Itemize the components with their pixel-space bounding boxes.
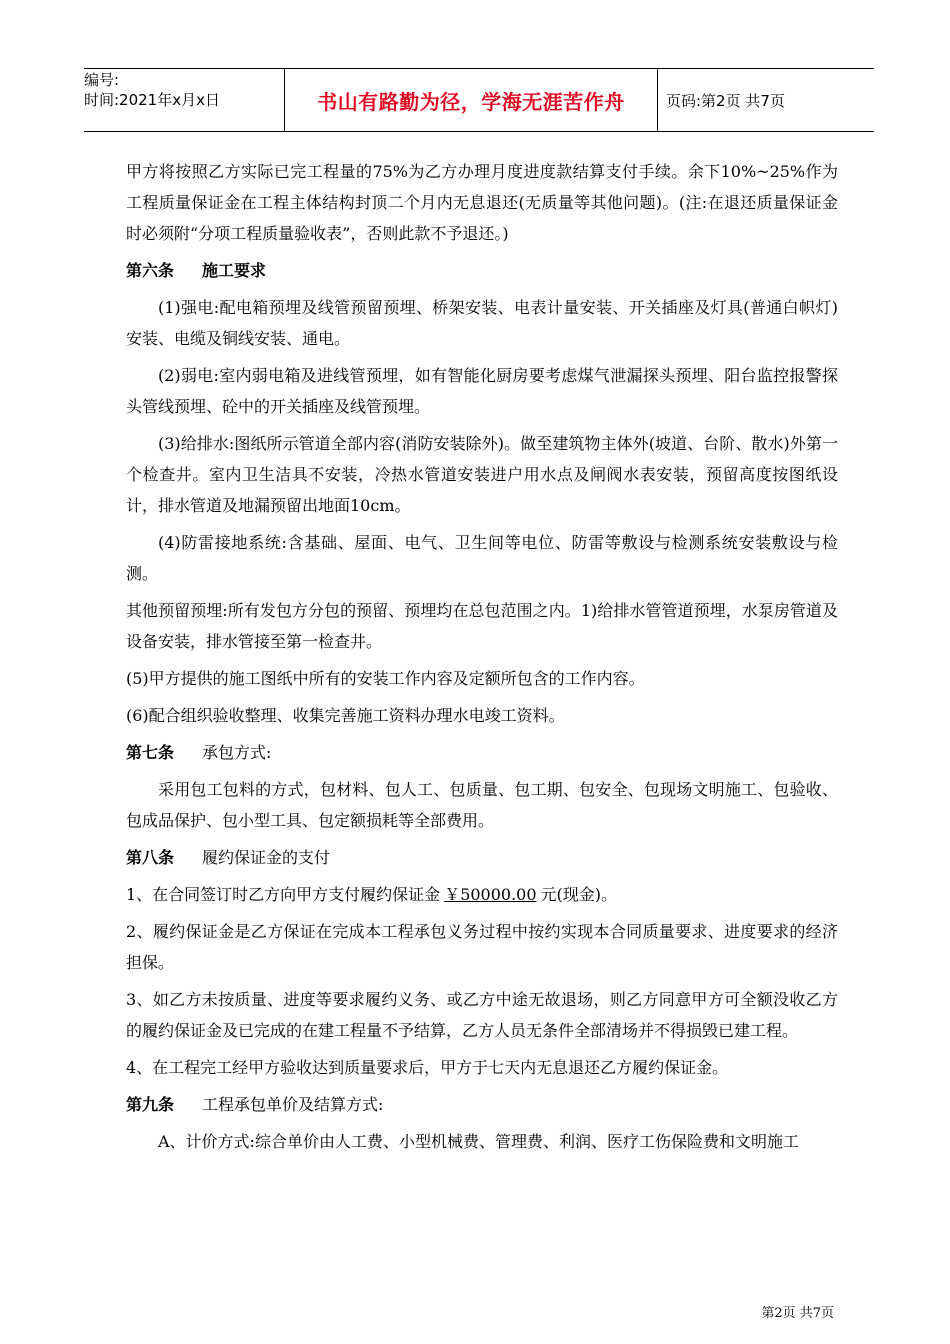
header-number: 编号: (84, 71, 120, 89)
pricing-method: A、计价方式:综合单价由人工费、小型机械费、管理费、利润、医疗工伤保险费和文明施工 (158, 1132, 799, 1151)
article-9-heading (126, 1089, 838, 1120)
paragraph-payment: 甲方将按照乙方实际已完工程量的75%为乙方办理月度进度款结算支付手续。余下10%~25%作为工程质量保证金在工程主体结构封顶二个月内无息退还(无质量等其他问题)。(注:在退还质量保证金时必须附“分项工程质量验收表”，否则此款不予退还。) (126, 162, 838, 243)
deposit-text: 1、在合同签订时乙方向甲方支付履约保证金 (126, 885, 441, 904)
article-title: 施工要求 (202, 261, 267, 280)
page-footer: 第2页 共7页 (761, 1306, 834, 1321)
header-meta (84, 69, 284, 131)
article-number: 第七条 (126, 743, 175, 762)
article-title: 承包方式: (202, 743, 272, 762)
article-number: 第九条 (126, 1095, 175, 1114)
article-6-heading (126, 255, 838, 286)
deposit-amount: ￥50000.00 (444, 885, 537, 904)
article-8-heading (126, 842, 838, 873)
requirement-lightning: (4)防雷接地系统:含基础、屋面、电气、卫生间等电位、防雷等敷设与检测系统安装敷设与检测。 (126, 533, 838, 583)
article-7-heading (126, 737, 838, 768)
requirement-other: 其他预留预埋:所有发包方分包的预留、预埋均在总包范围之内。1)给排水管管道预埋，水泵房管道及设备安装，排水管接至第一检查井。 (126, 601, 838, 651)
article-number: 第六条 (126, 261, 175, 280)
header-time: 时间:2021年x月x日 (84, 91, 220, 109)
document-body (126, 156, 838, 1163)
deposit-item-1 (126, 879, 838, 910)
requirement-strong-power: (1)强电:配电箱预埋及线管预留预埋、桥架安装、电表计量安装、开关插座及灯具(普通白帜灯)安装、电缆及铜线安装、通电。 (126, 298, 838, 348)
deposit-item-3: 3、如乙方未按质量、进度等要求履约义务、或乙方中途无故退场，则乙方同意甲方可全额没收乙方的履约保证金及已完成的在建工程量不予结算，乙方人员无条件全部清场并不得损毁已建工程。 (126, 990, 838, 1040)
deposit-unit: 元(现金)。 (540, 885, 618, 904)
header-page-number: 页码:第2页 共7页 (666, 91, 785, 110)
article-number: 第八条 (126, 848, 175, 867)
requirement-5: (5)甲方提供的施工图纸中所有的安装工作内容及定额所包含的工作内容。 (126, 669, 645, 688)
requirement-6: (6)配合组织验收整理、收集完善施工资料办理水电竣工资料。 (126, 706, 565, 725)
header-motto: 书山有路勤为径，学海无涯苦作舟 (284, 69, 658, 131)
requirement-water: (3)给排水:图纸所示管道全部内容(消防安装除外)。做至建筑物主体外(坡道、台阶、散水)外第一个检查井。室内卫生洁具不安装，冷热水管道安装进户用水点及闸阀水表安装，预留高度按图纸设计，排水管道及地漏预留出地面10cm。 (126, 434, 838, 515)
deposit-item-4: 4、在工程完工经甲方验收达到质量要求后，甲方于七天内无息退还乙方履约保证金。 (126, 1058, 729, 1077)
page-header (84, 68, 874, 132)
contract-method-text: 采用包工包料的方式，包材料、包人工、包质量、包工期、包安全、包现场文明施工、包验收、包成品保护、包小型工具、包定额损耗等全部费用。 (126, 780, 838, 830)
article-title: 工程承包单价及结算方式: (202, 1095, 384, 1114)
deposit-item-2: 2、履约保证金是乙方保证在完成本工程承包义务过程中按约实现本合同质量要求、进度要求的经济担保。 (126, 922, 838, 972)
article-title: 履约保证金的支付 (202, 848, 331, 867)
requirement-weak-power: (2)弱电:室内弱电箱及进线管预埋，如有智能化厨房要考虑煤气泄漏探头预埋、阳台监控报警探头管线预埋、砼中的开关插座及线管预埋。 (126, 366, 838, 416)
